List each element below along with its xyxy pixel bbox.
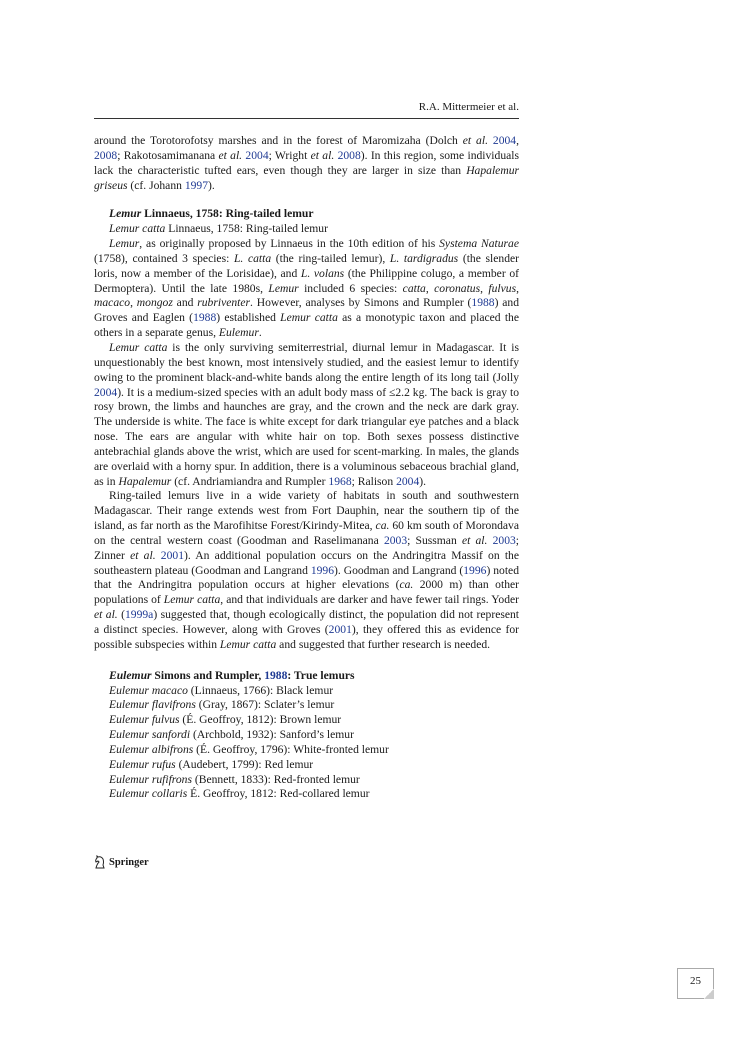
citation-link[interactable]: 2008 [337,148,361,162]
page-body [94,134,519,802]
citation-link[interactable]: 2004 [94,385,118,399]
page-curl-decoration [704,989,714,999]
intro-paragraph: around the Torotorofotsy marshes and in the forest of Maromizaha (Dolch et al. 2004, 2008; Rakotosamimanana et al. 2004; Wright et al. 2008). In this region, some individuals lack the characteristic tufted ears, even though they are larger in size than Hapalemur griseus (cf. Johann 1997). [94,134,520,192]
citation-link[interactable]: 2004 [492,134,517,147]
citation-link[interactable]: 1988 [471,296,495,310]
eulemur-section-heading: Eulemur Simons and Rumpler, 1988: True lemurs [109,668,355,682]
citation-link[interactable]: 1996 [310,563,335,577]
citation-link[interactable]: 2001 [328,623,352,636]
citation-link[interactable]: 2001 [160,548,184,562]
running-header-author: R.A. Mittermeier et al. [418,101,519,113]
citation-link[interactable]: 2003 [383,533,408,547]
list-item: Eulemur macaco (Linnaeus, 1766): Black lemur [109,683,334,697]
list-item: Eulemur flavifrons (Gray, 1867): Sclater’s lemur [109,698,335,712]
running-header [94,101,519,115]
lemur-section-heading: Lemur Linnaeus, 1758: Ring-tailed lemur [109,207,314,221]
publisher-name: Springer [109,856,149,868]
lemur-catta-range-paragraph: Ring-tailed lemurs live in a wide variety of habitats in south and southwestern Madagascar. Their range extends west from Fort Dauphin, near the southern tip of the island, as far north as the Marofihitse Forest/Kirindy-Mitea, ca. 60 km south of Morondava on the central western coast (Goodman and Raselimanana 2003; Sussman et al. 2003; Zinner et al. 2001). An additional population occurs on the Andringitra Massif on the southeastern plateau (Goodman and Langrand 1996). Goodman and Langrand (1996) noted that the Andringitra population occurs at higher elevations (ca. 2000 m) than other populations of Lemur catta, and that individuals are darker and have fewer tail rings. Yoder et al. (1999a) suggested that, though ecologically distinct, the population did not represent a distinct species. However, along with Groves (2001), they offered this as evidence for possible subspecies within Lemur catta and suggested that further research is needed. [94,489,520,651]
lemur-catta-synonym: Lemur catta Linnaeus, 1758: Ring-tailed lemur [109,222,328,236]
list-item: Eulemur sanfordi (Archbold, 1932): Sanford’s lemur [109,728,354,742]
citation-link[interactable]: 1988 [193,311,217,325]
citation-link[interactable]: 1997 [184,178,208,192]
citation-link[interactable]: 2004 [245,148,269,162]
list-item: Eulemur fulvus (É. Geoffroy, 1812): Brown lemur [109,713,342,727]
page-number-box [677,968,714,999]
citation-link[interactable]: 1988 [264,668,288,682]
citation-link[interactable]: 2003 [492,533,516,547]
citation-link[interactable]: 2004 [396,474,420,488]
list-item: Eulemur rufifrons (Bennett, 1833): Red-fronted lemur [109,772,360,786]
list-item: Eulemur rufus (Audebert, 1799): Red lemur [109,757,314,771]
page-number: 25 [690,975,701,987]
header-rule [94,118,519,119]
springer-chess-knight-icon [94,855,106,869]
lemur-catta-description-paragraph: Lemur catta is the only surviving semiterrestrial, diurnal lemur in Madagascar. It is unquestionably the best known, most intensively studied, and the easiest lemur to identify owing to the prominent black-and-white bands along the entire length of its long tail (Jolly 2004). It is a medium-sized species with an adult body mass of ≤2.2 kg. The back is gray to rosy brown, the limbs and haunches are gray, and the crown and the neck are dark gray. The underside is white. The face is white except for dark triangular eye patches and a black nose. The ears are angular with white hair on top. Both sexes possess distinctive antebrachial glands above the wrist, which are used for scent-marking. In males, the glands are overlaid with a horny spur. In addition, there is a voluminous sebaceous brachial gland, as in Hapalemur (cf. Andriamiandra and Rumpler 1968; Ralison 2004). [94,340,519,488]
list-item: Eulemur collaris É. Geoffroy, 1812: Red-collared lemur [109,787,370,801]
citation-link[interactable]: 1968 [328,474,352,488]
citation-link[interactable]: 1996 [463,563,487,577]
citation-link[interactable]: 2008 [94,148,118,162]
eulemur-species-list [94,684,519,803]
citation-link[interactable]: 1999a [124,608,154,622]
list-item: Eulemur albifrons (É. Geoffroy, 1796): White-fronted lemur [109,742,389,756]
publisher-logo [94,854,149,870]
lemur-genus-paragraph: Lemur, as originally proposed by Linnaeus in the 10th edition of his Systema Naturae (1758), contained 3 species: L. catta (the ring-tailed lemur), L. tardigradus (the slender loris, now a member of the Lorisidae), and L. volans (the Philippine colugo, a member of Dermoptera). Until the late 1980s, Lemur included 6 species: catta, coronatus, fulvus, macaco, mongoz and rubriventer. However, analyses by Simons and Rumpler (1988) and Groves and Eaglen (1988) established Lemur catta as a monotypic taxon and placed the others in a separate genus, Eulemur. [94,237,520,340]
